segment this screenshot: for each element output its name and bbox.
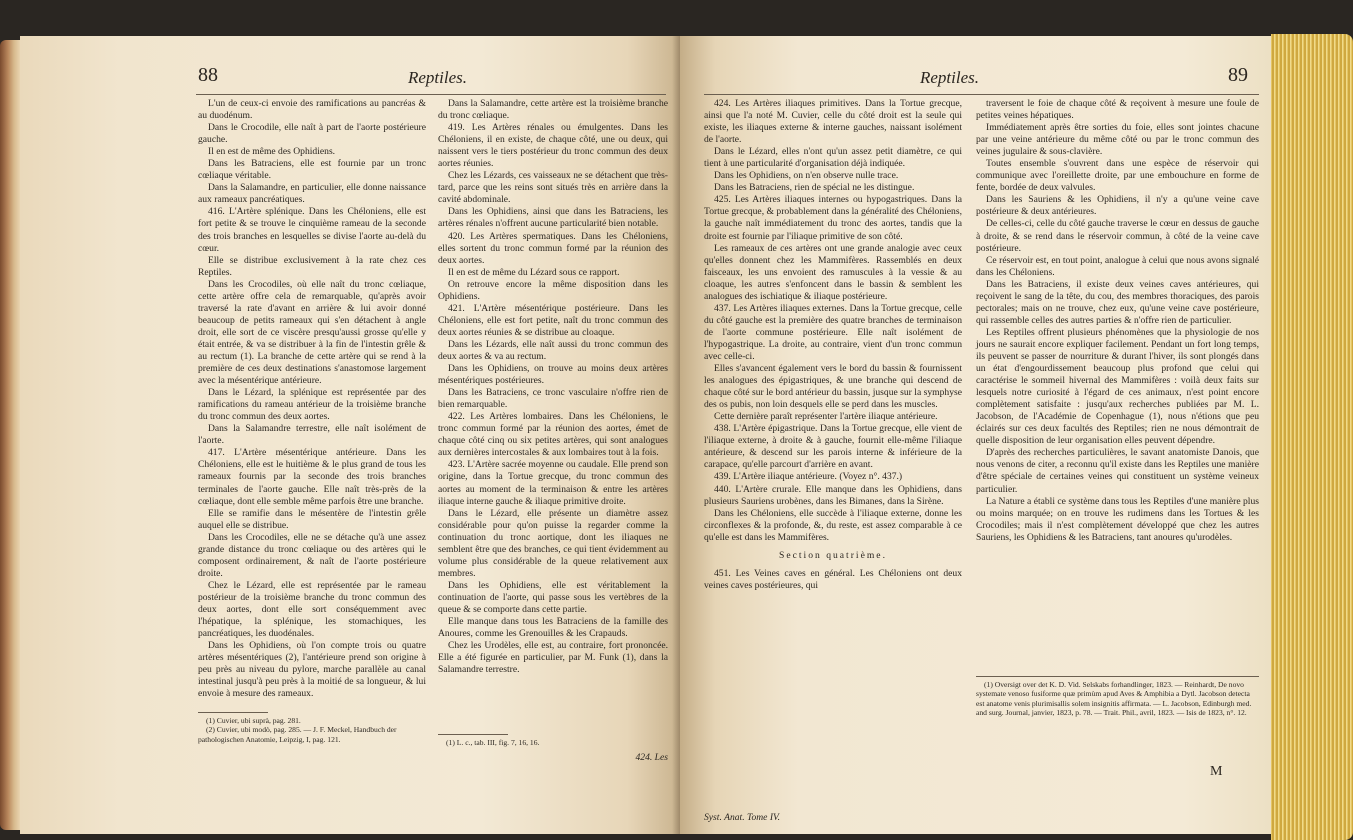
paragraph: 422. Les Artères lombaires. Dans les Chéloniens, le tronc commun formé par la réunion des aortes, émet de chaque côté cinq ou six petites artères, qui sont analogues aux dernières intercostales & aux lombaires tout à la fois. bbox=[438, 411, 668, 459]
section-title: Section quatrième. bbox=[779, 549, 887, 561]
signature-letter: M bbox=[1210, 764, 1223, 779]
paragraph: 417. L'Artère mésentérique antérieure. Dans les Chéloniens, elle est le huitième & le plus grand de tous les rameaux fournis par la seconde des trois branches terminales de l'aorte gauche. Elle naît très-près de la cœliaque, dont elle semble même parfois être une branche. bbox=[198, 447, 426, 507]
paragraph: Dans la Salamandre terrestre, elle naît isolément de l'aorte. bbox=[198, 423, 426, 447]
right-col2-footnote-rule bbox=[976, 676, 1259, 677]
right-column-2-footnotes bbox=[976, 680, 1259, 718]
paragraph: On retrouve encore la même disposition dans les Ophidiens. bbox=[438, 278, 668, 302]
left-col2-footnote-rule bbox=[438, 734, 508, 735]
paragraph: Dans le Crocodile, elle naît à part de l'aorte postérieure gauche. bbox=[198, 122, 426, 146]
left-page bbox=[20, 36, 680, 834]
paragraph: Dans la Salamandre, cette artère est la troisième branche du tronc cœliaque. bbox=[438, 98, 668, 122]
paragraph: Les Reptiles offrent plusieurs phénomènes que la physiologie de nos jours ne saurait encore expliquer facilement. Pendant un fort long temps, ils peuvent se passer de nourriture & durant l'hiver, ils sont plongés dans un état d'engourdissement beaucoup plus profond que celui qui caractérise le sommeil hivernal des Mammifères : voilà deux faits sur lesquels notre curiosité à l'égard de ces animaux, n'est point encore complètement satisfaite : jusqu'aux recherches publiées par M. L. Jacobson, de l'Académie de Copenhague (1), nous n'étions que peu éclairés sur ces deux facultés des Reptiles; rien ne nous démontrait de quelle disposition de leur organisation elles peuvent dépendre. bbox=[976, 326, 1259, 447]
left-column-2-footnotes bbox=[438, 738, 668, 747]
paragraph: 419. Les Artères rénales ou émulgentes. Dans les Chéloniens, il en existe, de chaque côté, une ou deux, qui naissent vers le tiers postérieur du tronc commun des deux aortes réunies. bbox=[438, 122, 668, 170]
paragraph: traversent le foie de chaque côté & reçoivent à mesure une foule de petites veines hépatiques. bbox=[976, 98, 1259, 122]
paragraph: Dans le Lézard, elle présente un diamètre assez considérable pour qu'on puisse la regarder comme la continuation du tronc aortique, dont les iliaques ne semblent être que des branches, ce qui tient évidemment au volume plus considérable de la queue relativement aux membres. bbox=[438, 507, 668, 579]
paragraph: Il en est de même des Ophidiens. bbox=[208, 146, 336, 158]
paragraph: 424. Les Artères iliaques primitives. Dans la Tortue grecque, ainsi que l'a noté M. Cuvier, celle du côté droit est la seule qui existe, les iliaques externe & interne gauches, naissant isolément de l'aorte. bbox=[704, 98, 962, 146]
left-book-edge bbox=[0, 40, 20, 830]
paragraph: Dans les Ophidiens, on trouve au moins deux artères mésentériques postérieures. bbox=[438, 363, 668, 387]
paragraph: 440. L'Artère crurale. Elle manque dans les Ophidiens, dans plusieurs Sauriens urobènes, dans les Bimanes, dans la Sirène. bbox=[704, 483, 962, 507]
paragraph: Elle manque dans tous les Batraciens de la famille des Anoures, comme les Grenouilles & les Crapauds. bbox=[438, 616, 668, 640]
paragraph: 439. L'Artère iliaque antérieure. (Voyez n°. 437.) bbox=[714, 471, 903, 483]
paragraph: 421. L'Artère mésentérique postérieure. Dans les Chéloniens, elle est fort petite, naît du tronc commun des deux aortes réunies & se distribue au cloaque. bbox=[438, 302, 668, 338]
paragraph: Chez le Lézard, elle est représentée par le rameau postérieur de la troisième branche du tronc commun des deux aortes, dont elle sort conséquemment avec l'hépatique, la splénique, les stomachiques, les pancréatiques, les duodénales. bbox=[198, 579, 426, 640]
open-book bbox=[0, 14, 1353, 836]
right-page-number: 89 bbox=[1228, 64, 1248, 86]
paragraph: La Nature a établi ce système dans tous les Reptiles d'une manière plus ou moins marquée; on en trouve les rudimens dans les Tortues & les Crocodiles; mais il n'est complètement développé que chez les autres Sauriens, les Ophidiens & les Batraciens, tant anoures qu'urodèles. bbox=[976, 495, 1259, 543]
paragraph: 437. Les Artères iliaques externes. Dans la Tortue grecque, celle du côté gauche est la première des quatre branches de terminaison de l'aorte commune postérieure. Elle naît isolément de l'hypogastrique. La droite, au contraire, vient d'un tronc commun avec celle-ci. bbox=[704, 302, 962, 362]
paragraph: Chez les Urodèles, elle est, au contraire, fort prononcée. Elle a été figurée en particulier, par M. Funk (1), dans la Salamandre terrestre. bbox=[438, 640, 668, 676]
paragraph: Dans les Batraciens, elle est fournie par un tronc cœliaque véritable. bbox=[198, 158, 426, 182]
footnote: (2) Cuvier, ubi modò, pag. 285. — J. F. Meckel, Handbuch der pathologischen Anatomie, Leipzig, I, pag. 121. bbox=[198, 725, 397, 744]
paragraph: Dans le Lézard, elles n'ont qu'un assez petit diamètre, ce qui tient à une particularité d'organisation déjà indiquée. bbox=[704, 146, 962, 170]
sheet-signature: Syst. Anat. Tome IV. bbox=[704, 812, 781, 823]
paragraph: Dans les Lézards, elle naît aussi du tronc commun des deux aortes & va au rectum. bbox=[438, 338, 668, 362]
paragraph: Dans les Chéloniens, elle succède à l'iliaque externe, donne les circonflexes & la profonde, &, du reste, est assez comparable à ce qu'elle est dans les Mammifères. bbox=[704, 507, 962, 543]
right-column-1 bbox=[704, 98, 962, 592]
right-page bbox=[680, 36, 1271, 834]
right-head-rule bbox=[704, 94, 1259, 95]
paragraph: Dans les Ophidiens, ainsi que dans les Batraciens, les artères rénales n'offrent aucune particularité bien notable. bbox=[438, 206, 668, 230]
left-running-head: Reptiles. bbox=[408, 68, 468, 87]
paragraph: Dans les Crocodiles, où elle naît du tronc cœliaque, cette artère offre cela de remarquable, qu'après avoir traversé la rate d'avant en arrière & lui avoir donné beaucoup de petits rameaux qui s'en détachent à angle droit, elle sort de ce viscère presqu'aussi grosse qu'elle y était entrée, & va se distribuer à la fin de l'intestin grêle & au rectum (1). La branche de cette artère qui se rend à la première de ces deux destinations s'anastomose largement avec la mésentérique antérieure. bbox=[198, 278, 426, 387]
paragraph: Chez les Lézards, ces vaisseaux ne se détachent que très-tard, parce que les reins sont situés très en arrière dans la cavité abdominale. bbox=[438, 170, 668, 206]
paragraph: Elle se distribue exclusivement à la rate chez ces Reptiles. bbox=[198, 254, 426, 278]
paragraph: De celles-ci, celle du côté gauche traverse le cœur en dessus de gauche à droite, & se rend dans le réservoir commun, à côté de la veine cave postérieure. bbox=[976, 218, 1259, 254]
paragraph: Dans le Lézard, la splénique est représentée par des ramifications du rameau antérieur de la troisième branche du tronc commun des deux aortes. bbox=[198, 387, 426, 423]
paragraph: Les rameaux de ces artères ont une grande analogie avec ceux qu'elles donnent chez les Mammifères. Rassemblés en deux faisceaux, les uns envoient des ramuscules à la vessie & au cloaque, les autres s'enfoncent dans le bassin & semblent les analogues des ischiatique & iliaque postérieure. bbox=[704, 242, 962, 302]
footnote: (1) Oversigt over det K. D. Vid. Selskabs forhandlinger, 1823. — Reinhardt, De novo systemate venoso fusiforme quæ primùm apud Aves & Amphibia a Dytl. Jacobson detecta est anatome venis plurimisallis solem insignitis affirmata. — L. Jacobson, Edinburgh med. and surg. Journal, janvier, 1823, p. 78. — Trait. Phil., avril, 1823. — Isis de 1823, n°. 12. bbox=[976, 680, 1252, 718]
paragraph: Dans les Batraciens, ce tronc vasculaire n'offre rien de bien remarquable. bbox=[438, 387, 668, 411]
paragraph: 420. Les Artères spermatiques. Dans les Chéloniens, elles sortent du tronc commun formé par la réunion des deux aortes. bbox=[438, 230, 668, 266]
left-page-number: 88 bbox=[198, 64, 218, 86]
left-column-1 bbox=[198, 98, 426, 700]
footnote: (1) Cuvier, ubi suprà, pag. 281. bbox=[206, 716, 301, 725]
paragraph: Elles s'avancent également vers le bord du bassin & fournissent les analogues des épigastriques, & une branche qui descend de chaque côté sur le bord antérieur du bassin, jusque sur la symphyse des os pubis, non loin desquels elle se perd dans les muscles. bbox=[704, 363, 962, 411]
paragraph: Il en est de même du Lézard sous ce rapport. bbox=[448, 266, 620, 278]
right-column-2 bbox=[976, 98, 1259, 544]
paragraph: 451. Les Veines caves en général. Les Chéloniens ont deux veines caves postérieures, qui bbox=[704, 567, 962, 591]
paragraph: Dans les Sauriens & les Ophidiens, il n'y a qu'une veine cave postérieure & deux antérieures. bbox=[976, 194, 1259, 218]
footnote: (1) L. c., tab. III, fig. 7, 16, 16. bbox=[446, 738, 540, 747]
right-page-block-edge bbox=[1271, 34, 1353, 840]
left-column-2 bbox=[438, 98, 668, 676]
paragraph: Dans les Crocodiles, elle ne se détache qu'à une assez grande distance du tronc cœliaque ou des artères qui le composent ordinairement, & naît de l'aorte postérieure droite. bbox=[198, 531, 426, 579]
paragraph: Dans les Batraciens, il existe deux veines caves antérieures, qui reçoivent le sang de la tête, du cou, des membres thoraciques, des parois pectorales; mais on ne trouve, chez eux, qu'une veine cave postérieure, qui rassemble celles des autres parties & n'offre rien de particulier. bbox=[976, 278, 1259, 326]
left-head-rule bbox=[196, 94, 666, 95]
paragraph: 423. L'Artère sacrée moyenne ou caudale. Elle prend son origine, dans la Tortue grecque, du tronc commun des aortes au moment de la terminaison & entre les artères iliaque interne gauche & iliaque primitive droite. bbox=[438, 459, 668, 507]
paragraph: L'un de ceux-ci envoie des ramifications au pancréas & au duodénum. bbox=[198, 98, 426, 122]
paragraph: Toutes ensemble s'ouvrent dans une espèce de réservoir qui communique avec l'oreillette droite, par une embouchure en forme de fente, bordée de deux valvules. bbox=[976, 158, 1259, 194]
paragraph: Immédiatement après être sorties du foie, elles sont jointes chacune par une veine antérieure du même côté ou par le tronc commun des veines jugulaire & sous-clavière. bbox=[976, 122, 1259, 158]
paragraph: D'après des recherches particulières, le savant anatomiste Danois, que nous venons de citer, a reconnu qu'il existe dans les Reptiles une manière d'être spéciale de certaines veines qui constituent un système veineux particulier. bbox=[976, 447, 1259, 495]
paragraph: 438. L'Artère épigastrique. Dans la Tortue grecque, elle vient de l'iliaque externe, à droite & à gauche, fournit elle-même l'iliaque antérieure, & descend sur les parois interne & inférieure de la carapace, qu'elle parcourt d'arrière en avant. bbox=[704, 423, 962, 471]
paragraph: Cette dernière paraît représenter l'artère iliaque antérieure. bbox=[714, 411, 938, 423]
paragraph: Elle se ramifie dans le mésentère de l'intestin grêle auquel elle se distribue. bbox=[198, 507, 426, 531]
paragraph: Dans la Salamandre, en particulier, elle donne naissance aux rameaux pancréatiques. bbox=[198, 182, 426, 206]
right-running-head: Reptiles. bbox=[920, 68, 980, 87]
paragraph: Ce réservoir est, en tout point, analogue à celui que nous avons signalé dans les Chéloniens. bbox=[976, 254, 1259, 278]
paragraph: Dans les Batraciens, rien de spécial ne les distingue. bbox=[714, 182, 915, 194]
paragraph: Dans les Ophidiens, elle est véritablement la continuation de l'aorte, qui passe sous les vertèbres de la queue & se comporte dans cette partie. bbox=[438, 579, 668, 615]
paragraph: Dans les Ophidiens, où l'on compte trois ou quatre artères mésentériques (2), l'antérieure prend son origine à peu près au niveau du pylore, marche parallèle au canal intestinal jusqu'à peu près à la moitié de sa longueur, & lui envoie à mesure des rameaux. bbox=[198, 640, 426, 700]
left-catchword: 424. Les bbox=[635, 752, 668, 763]
left-col1-footnote-rule bbox=[198, 712, 268, 713]
left-column-1-footnotes bbox=[198, 716, 426, 744]
paragraph: 416. L'Artère splénique. Dans les Chéloniens, elle est fort petite & se trouve le cinquième rameau de la seconde des trois branches en lesquelles se divise l'aorte au-delà du cœur. bbox=[198, 206, 426, 254]
paragraph: Dans les Ophidiens, on n'en observe nulle trace. bbox=[714, 170, 899, 182]
paragraph: 425. Les Artères iliaques internes ou hypogastriques. Dans la Tortue grecque, & probablement dans la généralité des Chéloniens, la gauche naît immédiatement du tronc des aortes, tandis que la droite est fournie par l'iliaque primitive de son côté. bbox=[704, 194, 962, 242]
